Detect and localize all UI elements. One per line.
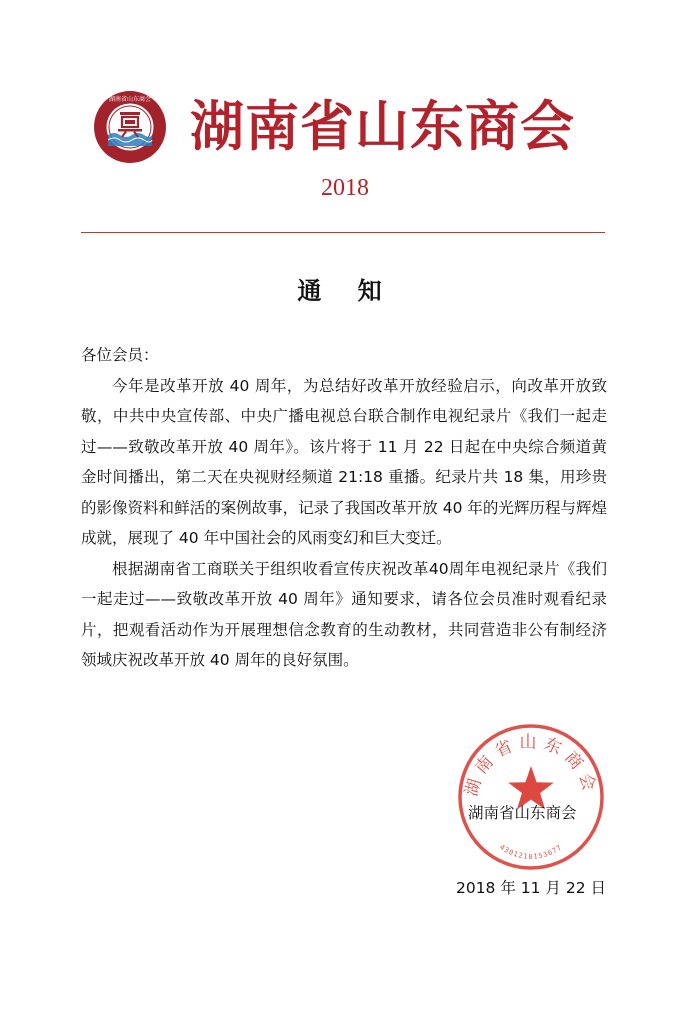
header-year: 2018 (321, 175, 369, 201)
notice-body (81, 340, 607, 676)
notice-title: 通 知 (297, 277, 396, 305)
signature-organization: 湖南省山东商会 (468, 804, 577, 822)
official-seal-icon (456, 722, 606, 872)
svg-text:湖南省山东商会: 湖南省山东商会 (461, 732, 601, 799)
chamber-of-commerce-logo-icon (93, 90, 167, 164)
salutation: 各位会员： (81, 346, 159, 364)
notice-paragraph-2: 根据湖南省工商联关于组织收看宣传庆祝改革40周年电视纪录片《我们一起走过——致敬改革开放 40 周年》通知要求，请各位会员准时观看纪录片，把观看活动作为开展理想信念教育的生动教材，共同营造非公有制经济领域庆祝改革开放 40 周年的良好氛围。 (81, 559, 607, 669)
header-divider (81, 232, 605, 233)
svg-text:4301210153677: 4301210153677 (498, 843, 564, 861)
signature-date: 2018 年 11 月 22 日 (455, 879, 606, 897)
svg-text:湖南省山东商会: 湖南省山东商会 (108, 96, 152, 103)
notice-paragraph-1: 今年是改革开放 40 周年，为总结好改革开放经验启示，向改革开放致敬，中共中央宣传部、中央广播电视总台联合制作电视纪录片《我们一起走过——致敬改革开放 40 周年》。该片将于 11 月 22 日起在中央综合频道黄金时间播出，第二天在央视财经频道 21:18 重播。纪录片共 18 集，用珍贵的影像资料和鲜活的案例故事，记录了我国改革开放 40 年的光辉历程与辉煌成就，展现了 40 年中国社会的风雨变幻和巨大变迁。 (81, 376, 607, 547)
organization-title: 湖南省山东商会 (190, 95, 575, 158)
